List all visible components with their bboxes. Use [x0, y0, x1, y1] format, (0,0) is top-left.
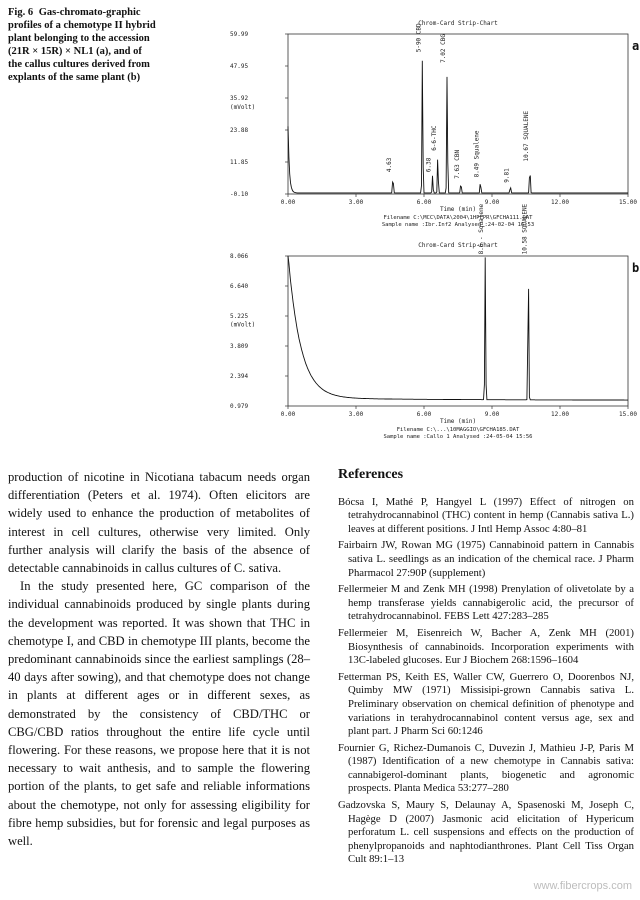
- y-axis-label: (mVolt): [230, 321, 256, 329]
- figure-caption-text: Gas-chromato-graphic profiles of a chemotype II hybrid plant belonging to the accession (21R × 15R) × NL1 (a), and of the callus cultures derived from explants of the same plant (b): [8, 7, 156, 83]
- y-tick-label: 8.066: [230, 253, 249, 260]
- peak-label: 7.02 CBG: [440, 34, 448, 63]
- figure-label: Fig. 6: [8, 7, 34, 18]
- y-tick-label: 35.92: [230, 95, 249, 102]
- reference-item: Bócsa I, Mathé P, Hangyel L (1997) Effect of nitrogen on tetrahydrocannabinol (THC) content in hemp (Cannabis sativa L.) leaves at different positions. J Intl Hemp Assoc 4:80–81: [338, 495, 634, 535]
- y-tick-label: 6.640: [230, 283, 249, 290]
- x-tick-label: 15.00: [618, 411, 638, 418]
- y-tick-label: 23.88: [230, 127, 249, 134]
- x-tick-label: 12.00: [550, 199, 570, 206]
- x-axis-label: Time (min): [439, 206, 477, 213]
- chart-title: Chrom-Card Strip-Chart: [418, 20, 498, 27]
- body-paragraph-2: In the study presented here, GC comparison of the individual cannabinoids produced by single plants during the development was reported. It was shown that THC in chemotype I, and CBD in chemotype III plants, become the predominant cannabinoids since the earliest samplings (28–40 days after sowing), and that chemotype does not change in plants at different ages or in different sexes, as demonstrated by the consistency of CBD/THC or CBG/CBD ratios throughout the entire life cycle until flowering. For these reasons, we propose here that it is not necessary to wait anthesis, and to sample the flowering portion of the plants, to get safe and reliable informations about the chemotype, not only for assessing eligibility for fibre hemp subsidies, but for forensic and legal purposes as well.: [8, 579, 310, 849]
- body-paragraph-1: production of nicotine in Nicotiana tabacum needs organ differentiation (Peters et al. 1974). Often elicitors are widely used to enhance the production of metabolites of interest in cell cultures, otherwise very limited. Only further analysis will clarify the basis of the absence of detectable cannabinoids in callus cultures of C. sativa.: [8, 470, 310, 576]
- peak-label: 6.38: [425, 157, 433, 173]
- reference-item: Fairbairn JW, Rowan MG (1975) Cannabinoid pattern in Cannabis sativa L. seedlings as an indication of the chemical race. J Pharm Pharmacol 27:90P (supplement): [338, 539, 634, 579]
- y-tick-label: 0.979: [230, 403, 249, 410]
- y-tick-label: 47.95: [230, 63, 249, 70]
- peak-label: 5-90 CBD: [415, 23, 423, 53]
- x-tick-label: 12.00: [550, 411, 570, 418]
- chromatogram-trace: [288, 256, 628, 400]
- x-tick-label: 0.00: [280, 411, 296, 418]
- reference-list: [338, 496, 634, 867]
- chart-footer: Filename C:\MCC\DATA\2004\1HPFPR\GFCHA111.DAT: [383, 215, 533, 221]
- figure-caption: [8, 6, 158, 84]
- reference-item: Fellermeier M and Zenk MH (1998) Prenylation of olivetolate by a hemp transferase yields cannabigerolic acid, the precursor of tetrahydrocannabinol. FEBS Lett 427:283–285: [338, 583, 634, 623]
- reference-item: Fetterman PS, Keith ES, Waller CW, Guerrero O, Doorenbos NJ, Quimby MW (1971) Missisipi-grown Cannabis sativa L. Preliminary observation on chemical definition of phenotype and variations in terahydrocannabinol content versus age, sex and plant part. J Pharm Sci 60:1246: [338, 670, 634, 738]
- y-tick-label: 59.99: [230, 31, 249, 38]
- y-axis-label: (mVolt): [230, 104, 256, 112]
- x-axis-label: Time (min): [439, 418, 477, 425]
- y-tick-label: 5.225: [230, 313, 249, 320]
- panel-label: a: [632, 39, 640, 53]
- chart-footer: Filename C:\...\10MAGGIO\GFCHA185.DAT: [396, 427, 520, 433]
- y-tick-label: 3.809: [230, 343, 249, 350]
- references-column: [338, 468, 634, 870]
- panel-label: b: [632, 261, 640, 275]
- body-text-column: [8, 468, 310, 850]
- references-heading: References: [338, 467, 404, 482]
- peak-label: 10.67 SQUALENE: [522, 110, 530, 162]
- x-tick-label: 15.00: [618, 199, 638, 206]
- chart-footer: Sample name :Ibr.Inf2 Analysed :24-02-04 16:53: [381, 222, 535, 228]
- peak-label: 8.6 - Squalene: [478, 203, 486, 255]
- plot-frame: [288, 256, 628, 406]
- x-tick-label: 9.00: [484, 199, 500, 206]
- x-tick-label: 0.00: [280, 199, 296, 206]
- chart-footer: Sample name :Callo 1 Analysed :24-05-04 15:56: [383, 434, 533, 440]
- peak-label: 10.58 SQUALENE: [521, 203, 529, 255]
- reference-item: Fournier G, Richez-Dumanois C, Duvezin J, Mathieu J-P, Paris M (1987) Identification of a new chemotype in Cannabis sativa: cannabigerol-dominant plants, biogenetic and agronomic prospects. Planta Medica 53:277–280: [338, 741, 634, 795]
- peak-label: 9.81: [503, 168, 511, 183]
- reference-item: Fellermeier M, Eisenreich W, Bacher A, Zenk MH (2001) Biosynthesis of cannabinoids. Incorporation experiments with 13C-labeled glucoses. Eur J Biochem 268:1596–1604: [338, 626, 634, 667]
- x-tick-label: 3.00: [348, 411, 364, 418]
- x-tick-label: 6.00: [416, 199, 432, 206]
- peak-label: 6-6-THC: [430, 125, 438, 151]
- y-tick-label: 11.85: [230, 159, 249, 166]
- reference-item: Gadzovska S, Maury S, Delaunay A, Spasenoski M, Joseph C, Hagège D (2007) Jasmonic acid elicitation of Hypericum perforatum L. cell suspensions and effects on the production of phenylpropanoids and naphtodianthrones. Plant Cell Tiss Organ Cult 89:1–13: [338, 799, 634, 866]
- y-tick-label: -0.10: [230, 191, 249, 198]
- chromatogram-a: [228, 14, 640, 232]
- peak-label: 4.63: [385, 157, 393, 173]
- x-tick-label: 3.00: [348, 199, 364, 206]
- x-tick-label: 6.00: [416, 411, 432, 418]
- watermark: www.fibercrops.com: [533, 880, 632, 892]
- y-tick-label: 2.394: [230, 373, 249, 380]
- chart-title: Chrom-Card Strip-Chart: [418, 242, 498, 249]
- peak-label: 8.49 Squalene: [473, 130, 481, 178]
- peak-label: 7.63 CBN: [453, 149, 461, 179]
- x-tick-label: 9.00: [484, 411, 500, 418]
